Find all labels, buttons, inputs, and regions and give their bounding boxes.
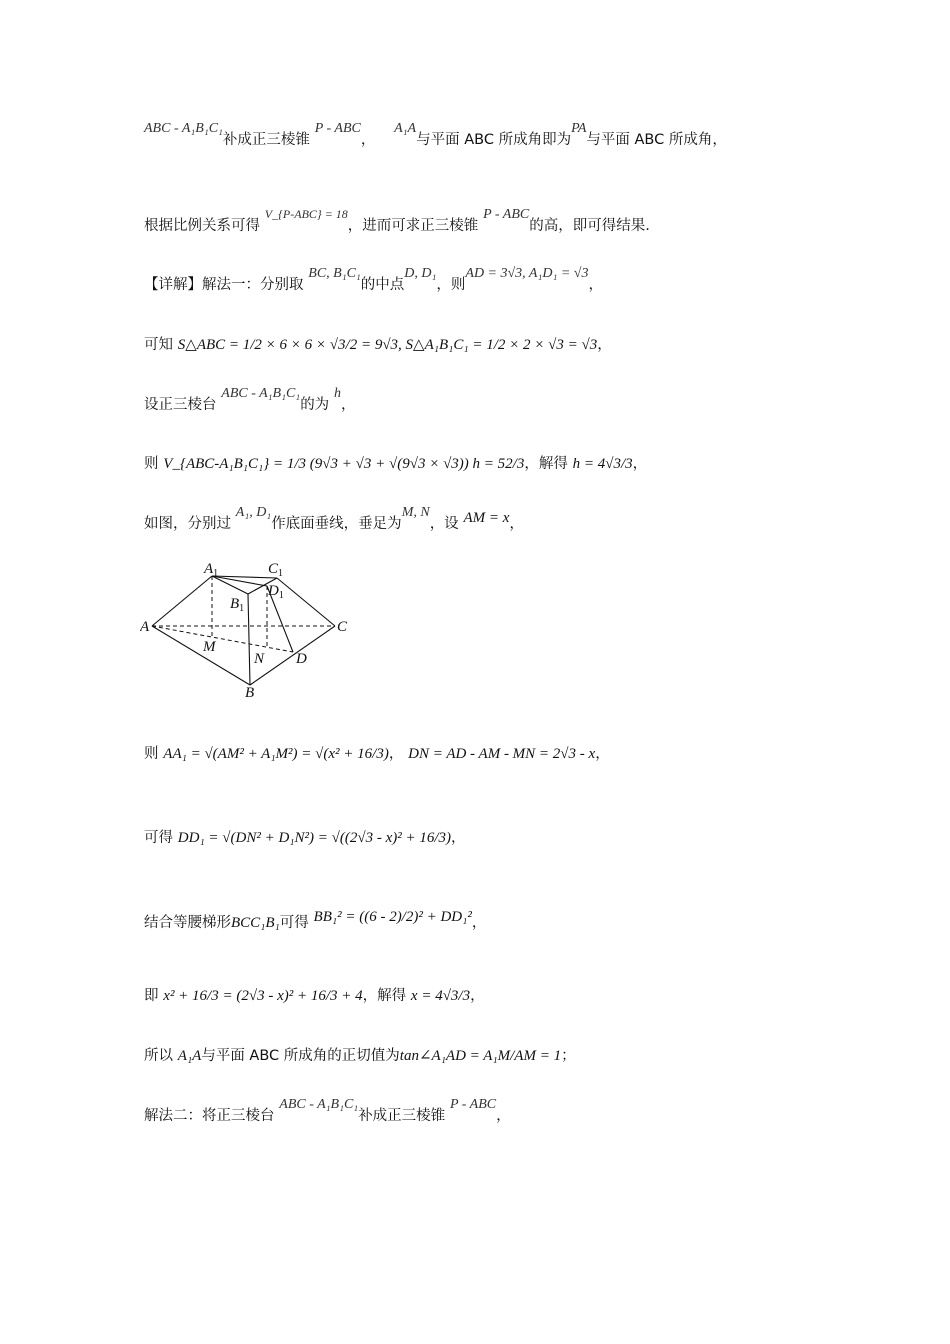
math-pyramid: P - ABC [449,1097,497,1112]
math-areas: S△ABC = 1/2 × 6 × 6 × √3/2 = 9√3, S△A₁B₁C₁ = 1/2 × 2 × √3 = √3 [177,337,598,353]
text: ， [471,915,487,931]
math-volume: V_{P-ABC} = 18 [264,207,348,221]
math-dd1-length: DD₁ = √(DN² + D₁N²) = √((2√3 - x)² + 16/3) [177,830,452,846]
math-dn: DN = AD - AM - MN = 2√3 - x [408,746,596,762]
text: 的高，即可得结果. [529,218,650,234]
text-line-1 [144,121,890,152]
text: ， [388,746,404,762]
text: 结合等腰梯形 [144,915,231,931]
text: 设正三棱台 [144,397,217,413]
text-line-7 [144,505,890,536]
math-h-value: h = 4√3/3 [572,456,633,472]
text: ， [470,988,485,1004]
text: ， [451,830,466,846]
label-c1: $C_1$ [268,561,284,579]
math-frustum: ABC - A₁B₁C₁ [221,386,301,401]
math-dd1: D, D₁ [404,266,437,281]
text: ； [561,1048,576,1064]
text: ，解得 [362,988,407,1004]
text: ，则 [436,277,466,293]
math-x-value: x = 4√3/3 [410,988,471,1004]
text: ， [340,397,356,413]
math-pyramid: P - ABC [314,121,361,136]
math-frustum: ABC - A₁B₁C₁ [279,1097,359,1112]
math-volume-formula: V_{ABC-A₁B₁C₁} = 1/3 (9√3 + √3 + √(9√3 × √3)) h = 52/3 [163,456,525,472]
math-amx: AM = x [463,510,510,526]
math-ad: AD = 3√3, A₁D₁ = √3 [465,266,589,281]
text: 可知 [144,337,173,353]
math-pa: PA [571,121,587,136]
label-n: N [254,651,265,667]
text: ， [360,132,376,148]
text: 作底面垂线，垂足为 [271,516,402,532]
math-a1a: A₁A [177,1048,202,1064]
math-bc: BC, B₁C₁ [308,266,361,281]
text: ， [509,516,524,532]
text-line-8 [144,742,890,765]
text: 的为 [300,397,330,413]
text-line-10 [144,911,890,934]
edge-aa1 [152,576,212,626]
text: 的中点 [360,277,405,293]
text: ， [597,337,612,353]
text: 与平面 ABC 所成角即为 [416,132,572,148]
math-frustum: ABC - A₁B₁C₁ [144,121,223,136]
math-a1a: A₁A [394,121,417,136]
text: 如图，分别过 [144,516,231,532]
math-aa1: AA₁ = √(AM² + A₁M²) = √(x² + 16/3) [163,746,389,762]
text: 则 [144,746,159,762]
text-line-4 [144,333,890,356]
frustum-figure [140,558,360,703]
label-c: C [337,619,348,635]
text: 与平面 ABC 所成角， [586,132,727,148]
label-a1: $A_1$ [204,561,219,579]
text: 可得 [144,830,173,846]
text: 即 [144,988,159,1004]
text: ， [588,277,603,293]
text: 补成正三棱锥 [222,132,310,148]
text: 根据比例关系可得 [144,218,260,234]
text: 与平面 ABC 所成角的正切值为 [201,1048,400,1064]
label-a: A [140,619,150,635]
text: 【详解】解法一：分别取 [144,277,304,293]
text: ，解得 [524,456,568,472]
text: 解法二：将正三棱台 [144,1108,275,1124]
text: 可得 [279,915,309,931]
text: 补成正三棱锥 [358,1108,446,1124]
text: 则 [144,456,159,472]
math-a1d1: A₁, D₁ [235,505,272,520]
label-b: B [245,685,255,701]
text: ， [595,746,610,762]
label-m: M [203,639,216,655]
text-line-6 [144,452,890,475]
math-tangent: tan∠A₁AD = A₁M/AM = 1 [399,1048,562,1064]
text: ， [632,456,648,472]
text-line-12 [144,1044,890,1067]
text-line-5 [144,386,890,417]
label-d: D [296,651,307,667]
text-line-11 [144,984,890,1007]
text-line-9 [144,826,890,849]
text: ，设 [429,516,459,532]
text: 所以 [144,1048,173,1064]
label-b1: $B_1$ [230,596,245,614]
math-bb1: BB₁² = ((6 - 2)/2)² + DD₁² [313,909,472,925]
math-bcc1b1: BCC₁B₁ [231,915,280,931]
edge-cc1 [277,578,335,626]
text-line-13 [144,1097,890,1128]
text: ， [496,1108,511,1124]
text-line-3 [144,266,890,297]
text-line-2 [144,207,890,238]
label-d1: $D_1$ [268,583,284,601]
math-h: h [333,386,341,401]
math-equation: x² + 16/3 = (2√3 - x)² + 16/3 + 4 [163,988,363,1004]
text: ，进而可求正三棱锥 [347,218,479,234]
math-pyramid: P - ABC [483,207,530,222]
math-mn: M, N [401,505,430,520]
edge-bb1 [248,594,250,685]
